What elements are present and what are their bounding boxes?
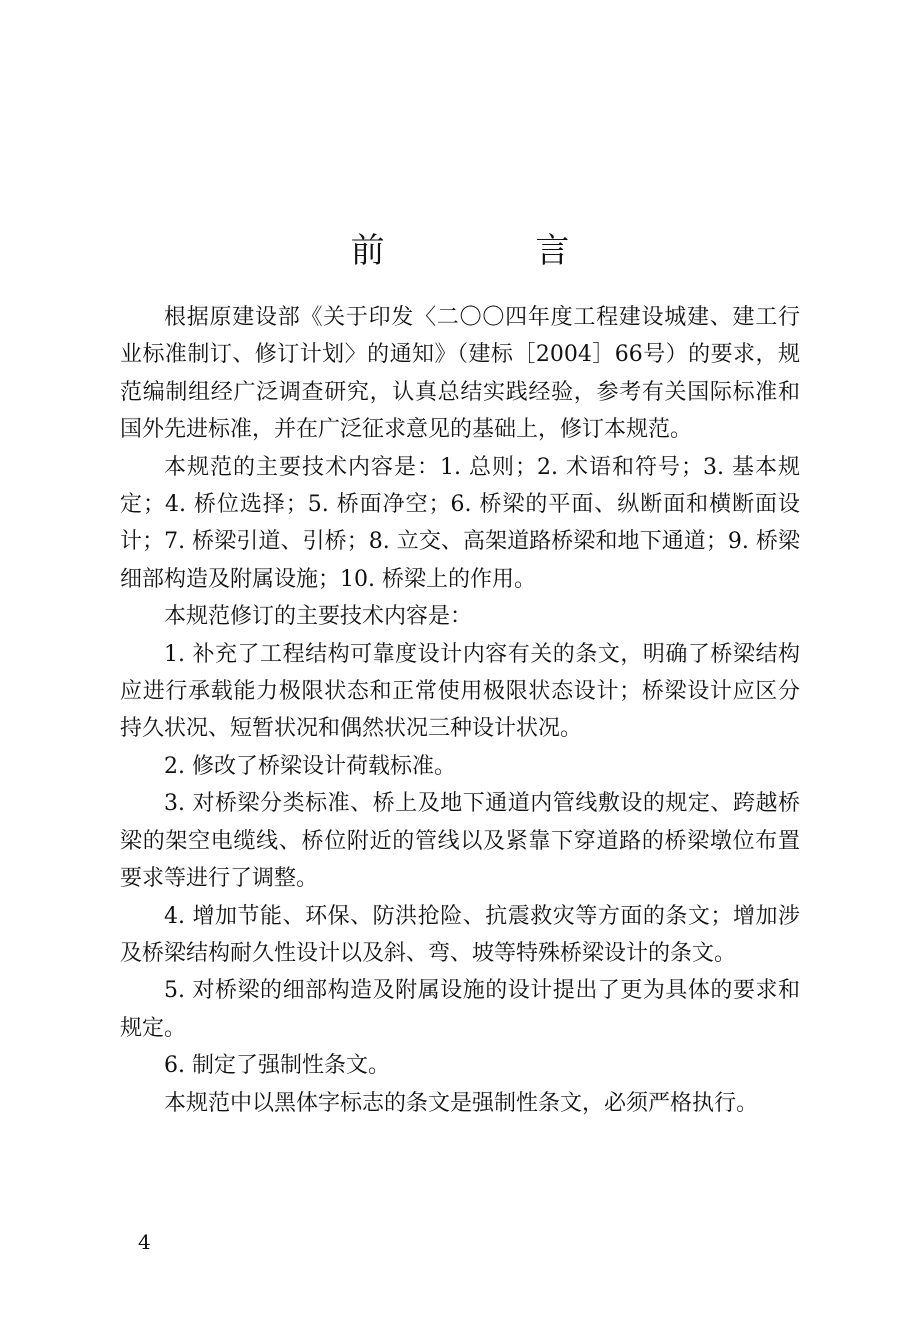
document-body	[120, 299, 800, 1122]
paragraph-revision-item-2: 2. 修改了桥梁设计荷载标准。	[164, 753, 456, 779]
paragraph-background: 根据原建设部《关于印发〈二〇〇四年度工程建设城建、建工行业标准制订、修订计划〉的通知》（建标［2004］66号）的要求，规范编制组经广泛调查研究，认真总结实践经验，参考有关国际标准和国外先进标准，并在广泛征求意见的基础上，修订本规范。	[120, 305, 800, 443]
page-title: 前 言	[350, 230, 640, 271]
paragraph-revision-intro: 本规范修订的主要技术内容是：	[164, 604, 473, 630]
paragraph-mandatory-note: 本规范中以黑体字标志的条文是强制性条文，必须严格执行。	[164, 1090, 759, 1116]
paragraph-main-contents: 本规范的主要技术内容是：1. 总则；2. 术语和符号；3. 基本规定；4. 桥位选择；5. 桥面净空；6. 桥梁的平面、纵断面和横断面设计；7. 桥梁引道、引桥；8. 立交、高架道路桥梁和地下通道；9. 桥梁细部构造及附属设施；10. 桥梁上的作用。	[120, 454, 800, 592]
paragraph-revision-item-6: 6. 制定了强制性条文。	[164, 1053, 390, 1079]
paragraph-revision-item-4: 4. 增加节能、环保、防洪抢险、抗震救灾等方面的条文；增加涉及桥梁结构耐久性设计以及斜、弯、坡等特殊桥梁设计的条文。	[120, 903, 800, 966]
paragraph-revision-item-5: 5. 对桥梁的细部构造及附属设施的设计提出了更为具体的要求和规定。	[120, 978, 800, 1041]
paragraph-revision-item-1: 1. 补充了工程结构可靠度设计内容有关的条文，明确了桥梁结构应进行承载能力极限状态和正常使用极限状态设计；桥梁设计应区分持久状况、短暂状况和偶然状况三种设计状况。	[120, 641, 800, 742]
page-number: 4	[138, 1230, 151, 1254]
paragraph-revision-item-3: 3. 对桥梁分类标准、桥上及地下通道内管线敷设的规定、跨越桥梁的架空电缆线、桥位附近的管线以及紧靠下穿道路的桥梁墩位布置要求等进行了调整。	[120, 791, 800, 892]
